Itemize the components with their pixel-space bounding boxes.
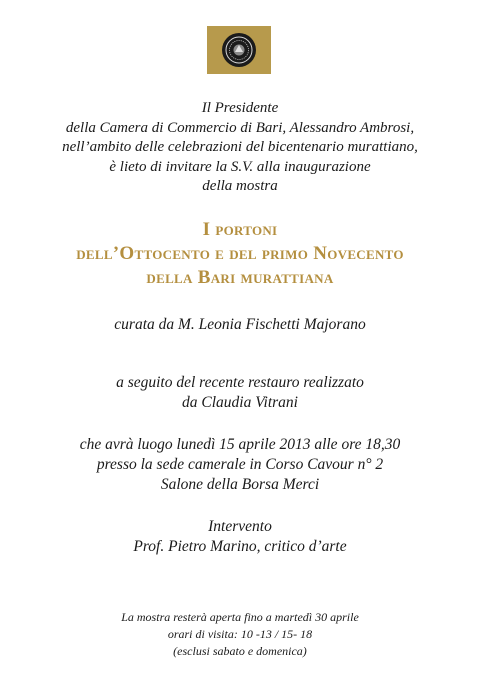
chamber-of-commerce-seal-icon <box>222 33 256 67</box>
event-line: Salone della Borsa Merci <box>160 476 320 493</box>
footer-line: (esclusi sabato e domenica) <box>173 644 307 658</box>
intro-line: nell’ambito delle celebrazioni del bicentenario murattiano, <box>62 139 418 155</box>
chamber-logo <box>207 26 271 74</box>
curator-text <box>0 315 480 335</box>
intro-line: della mostra <box>202 178 278 194</box>
intro-line: Il Presidente <box>201 100 279 116</box>
title-line: I portoni <box>202 219 278 240</box>
event-line: che avrà luogo lunedì 15 aprile 2013 alle ore 18,30 <box>79 436 401 453</box>
speaker-line: Prof. Pietro Marino, critico d’arte <box>133 538 347 555</box>
speaker-text <box>0 517 480 557</box>
restoration-line: a seguito del recente restauro realizzato <box>116 374 364 391</box>
restoration-line: da Claudia Vitrani <box>182 394 298 411</box>
curator-line: curata da M. Leonia Fischetti Majorano <box>114 316 366 333</box>
event-line: presso la sede camerale in Corso Cavour n° 2 <box>96 456 384 473</box>
intro-text <box>0 99 480 197</box>
speaker-line: Intervento <box>208 518 272 535</box>
title-line: dell’Ottocento e del primo Novecento <box>76 243 404 264</box>
event-details <box>0 435 480 495</box>
title-line: della Bari murattiana <box>146 267 334 288</box>
footer-line: La mostra resterà aperta fino a martedì 30 aprile <box>121 610 359 624</box>
intro-line: della Camera di Commercio di Bari, Alessandro Ambrosi, <box>65 119 415 136</box>
footer-line: orari di visita: 10 -13 / 15- 18 <box>167 627 313 641</box>
exhibition-title <box>0 218 480 290</box>
restoration-text <box>0 373 480 413</box>
visiting-hours-footer <box>0 609 480 660</box>
intro-line: è lieto di invitare la S.V. alla inaugurazione <box>109 158 371 175</box>
